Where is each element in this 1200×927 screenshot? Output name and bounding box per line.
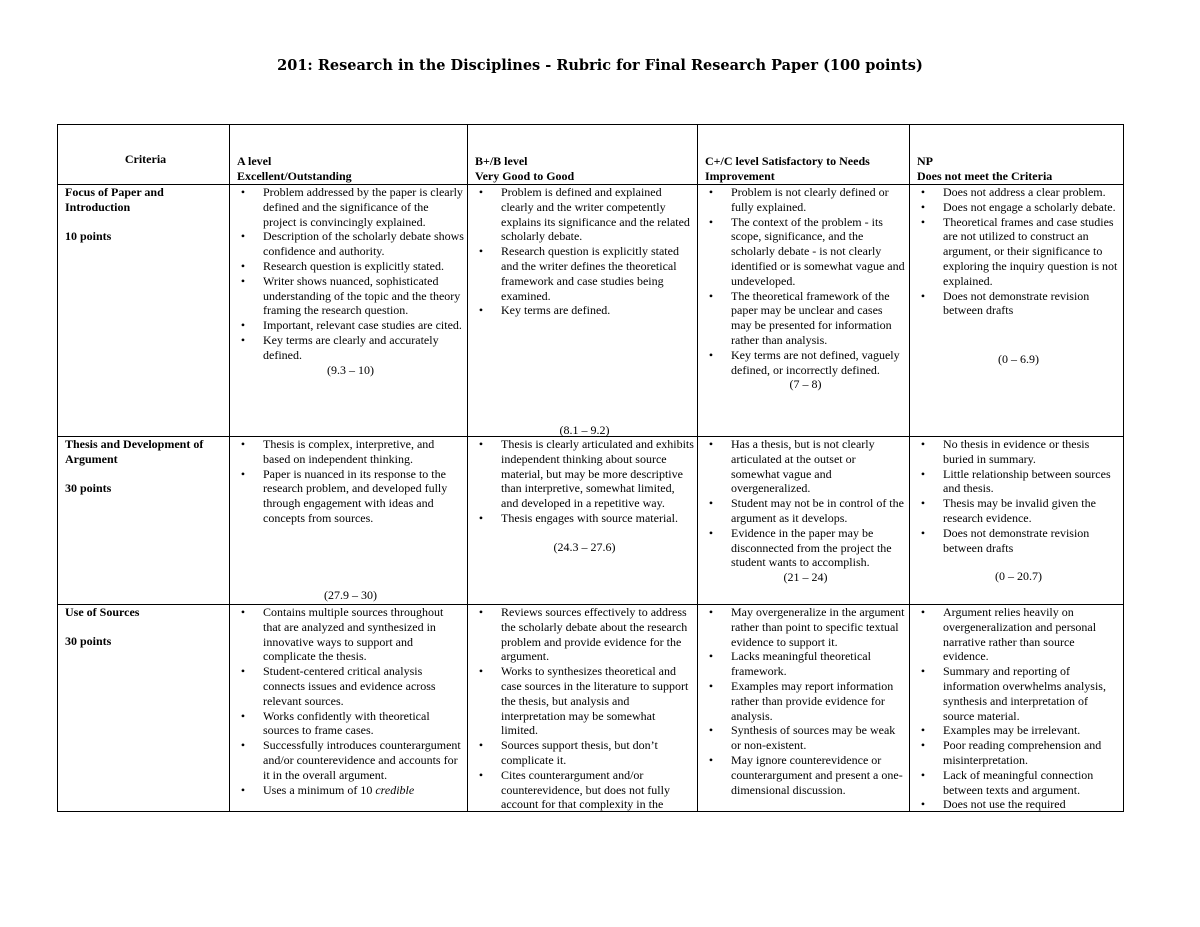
list-item: • Description of the scholarly debate shows confidence and authority. [263, 229, 464, 259]
bullet-list [917, 185, 1120, 318]
list-item: • Key terms are defined. [501, 303, 694, 318]
bullet-list [237, 437, 464, 526]
header-a-line2: Excellent/Outstanding [237, 169, 352, 184]
list-item: • Examples may be irrelevant. [943, 723, 1120, 738]
header-c-level [698, 125, 910, 185]
header-a-line1: A level [237, 154, 272, 169]
list-item: • Contains multiple sources throughout that are analyzed and synthesized in innovative ways to support and complicate the thesis. [263, 605, 464, 664]
criterion-cell [58, 437, 230, 605]
bullet-list [475, 605, 694, 811]
header-np-line2: Does not meet the Criteria [917, 169, 1053, 184]
rubric-table [57, 124, 1124, 812]
list-item: • Thesis is clearly articulated and exhibits independent thinking about source material, but may be more descriptive than interpretive, somewhat limited, and developed in a repetitive way. [501, 437, 694, 511]
list-item: • Key terms are not defined, vaguely defined, or incorrectly defined. [731, 348, 906, 378]
criterion-points: 10 points [65, 228, 112, 243]
list-item: • Reviews sources effectively to address the scholarly debate about the research problem and provide evidence for the argument. [501, 605, 694, 664]
np-level-cell [910, 437, 1124, 605]
list-item: • Research question is explicitly stated. [263, 259, 464, 274]
score-range: (7 – 8) [789, 377, 822, 392]
bullet-list [475, 185, 694, 318]
list-item: • Lack of meaningful connection between texts and argument. [943, 768, 1120, 798]
list-item: • Has a thesis, but is not clearly articulated at the outset or somewhat vague and overgeneralized. [731, 437, 906, 496]
a-level-cell [230, 437, 468, 605]
list-item: • Does not use the required [943, 797, 1120, 811]
list-item: • No thesis in evidence or thesis buried in summary. [943, 437, 1120, 467]
list-item: • Cites counterargument and/or counterevidence, but does not fully account for that complexity in the [501, 768, 694, 811]
b-level-cell [468, 185, 698, 437]
criterion-points: 30 points [65, 633, 112, 648]
header-c-line1: C+/C level Satisfactory to Needs [705, 154, 870, 169]
list-item: • Research question is explicitly stated and the writer defines the theoretical framework and case studies being examined. [501, 244, 694, 303]
list-item: • Lacks meaningful theoretical framework. [731, 649, 906, 679]
b-level-cell [468, 605, 698, 812]
list-item: • Sources support thesis, but don’t complicate it. [501, 738, 694, 768]
header-np-line1: NP [917, 154, 933, 169]
list-item: • Successfully introduces counterargument and/or counterevidence and accounts for it in the overall argument. [263, 738, 464, 782]
list-item: • Synthesis of sources may be weak or non-existent. [731, 723, 906, 753]
list-item: • The context of the problem - its scope, significance, and the scholarly debate - is not clearly identified or is somewhat vague and undeveloped. [731, 215, 906, 289]
list-item-text: Uses a minimum of 10 [263, 782, 373, 797]
list-item: • May overgeneralize in the argument rather than point to specific textual evidence to support it. [731, 605, 906, 649]
list-item: • Writer shows nuanced, sophisticated understanding of the topic and the theory framing the research question. [263, 274, 464, 318]
np-level-cell [910, 605, 1124, 812]
header-b-line1: B+/B level [475, 154, 528, 169]
bullet-list [237, 185, 464, 363]
criterion-name: Thesis and Development of Argument [65, 437, 204, 466]
header-b-line2: Very Good to Good [475, 169, 575, 184]
list-item: • Poor reading comprehension and misinterpretation. [943, 738, 1120, 768]
bullet-list [705, 185, 906, 377]
b-level-cell [468, 437, 698, 605]
bullet-list [237, 605, 464, 797]
criterion-cell [58, 605, 230, 812]
a-level-cell [230, 185, 468, 437]
bullet-list [705, 605, 906, 797]
list-item: • Thesis is complex, interpretive, and based on independent thinking. [263, 437, 464, 467]
bullet-list [475, 437, 694, 526]
document-title: 201: Research in the Disciplines - Rubric for Final Research Paper (100 points) [277, 57, 923, 74]
list-item: • Little relationship between sources and thesis. [943, 467, 1120, 497]
list-item: • Works to synthesizes theoretical and case sources in the literature to support the thesis, but analysis and interpretation may be somewhat limited. [501, 664, 694, 738]
list-item: • Theoretical frames and case studies are not utilized to construct an argument, or their significance to exploring the inquiry question is not explained. [943, 215, 1120, 289]
table-row [58, 605, 1124, 812]
criterion-points: 30 points [65, 480, 112, 495]
list-item: • Student may not be in control of the argument as it develops. [731, 496, 906, 526]
c-level-cell [698, 185, 910, 437]
score-range: (0 – 20.7) [995, 569, 1042, 584]
list-item: • Does not address a clear problem. [943, 185, 1120, 200]
a-level-cell [230, 605, 468, 812]
emphasis-text: credible [375, 782, 415, 797]
np-level-cell [910, 185, 1124, 437]
header-c-line2: Improvement [705, 169, 775, 184]
criterion-name: Focus of Paper and Introduction [65, 185, 164, 214]
list-item: • May ignore counterevidence or counterargument and present a one-dimensional discussion. [731, 753, 906, 797]
list-item: • Thesis may be invalid given the research evidence. [943, 496, 1120, 526]
header-np-level [910, 125, 1124, 185]
c-level-cell [698, 605, 910, 812]
score-range: (24.3 – 27.6) [553, 539, 616, 554]
list-item: • Thesis engages with source material. [501, 511, 694, 526]
list-item: • Does not engage a scholarly debate. [943, 200, 1120, 215]
header-b-level [468, 125, 698, 185]
table-row [58, 185, 1124, 437]
bullet-list [917, 605, 1120, 811]
bullet-list [917, 437, 1120, 555]
header-row [58, 125, 1124, 185]
score-range: (0 – 6.9) [998, 352, 1039, 367]
c-level-cell [698, 437, 910, 605]
criterion-cell [58, 185, 230, 437]
list-item: • Important, relevant case studies are cited. [263, 318, 464, 333]
score-range: (27.9 – 30) [324, 588, 377, 602]
list-item: • Summary and reporting of information overwhelms analysis, synthesis and interpretation of source material. [943, 664, 1120, 723]
list-item: • Problem is defined and explained clearly and the writer competently explains its significance and the related scholarly debate. [501, 185, 694, 244]
list-item: • Does not demonstrate revision between drafts [943, 526, 1120, 556]
list-item: • Student-centered critical analysis connects issues and evidence across relevant sources. [263, 664, 464, 708]
list-item: • Problem addressed by the paper is clearly defined and the significance of the project is convincingly explained. [263, 185, 464, 229]
bullet-list [705, 437, 906, 570]
score-range: (8.1 – 9.2) [559, 423, 610, 437]
table-row [58, 437, 1124, 605]
list-item [263, 783, 464, 798]
list-item: • Evidence in the paper may be disconnected from the project the student wants to accomplish. [731, 526, 906, 570]
score-range: (21 – 24) [783, 570, 828, 585]
list-item: • Does not demonstrate revision between drafts [943, 289, 1120, 319]
list-item: • The theoretical framework of the paper may be unclear and cases may be presented for information rather than analysis. [731, 289, 906, 348]
list-item: • Argument relies heavily on overgeneralization and personal narrative rather than source evidence. [943, 605, 1120, 664]
list-item: • Paper is nuanced in its response to the research problem, and developed fully through engagement with ideas and concepts from sources. [263, 467, 464, 526]
list-item: • Problem is not clearly defined or fully explained. [731, 185, 906, 215]
criterion-name: Use of Sources [65, 605, 140, 619]
list-item: • Works confidently with theoretical sources to frame cases. [263, 709, 464, 739]
header-a-level [230, 125, 468, 185]
score-range: (9.3 – 10) [327, 362, 374, 377]
list-item: • Key terms are clearly and accurately defined. [263, 333, 464, 363]
list-item: • Examples may report information rather than provide evidence for analysis. [731, 679, 906, 723]
header-criteria: Criteria [58, 125, 230, 185]
